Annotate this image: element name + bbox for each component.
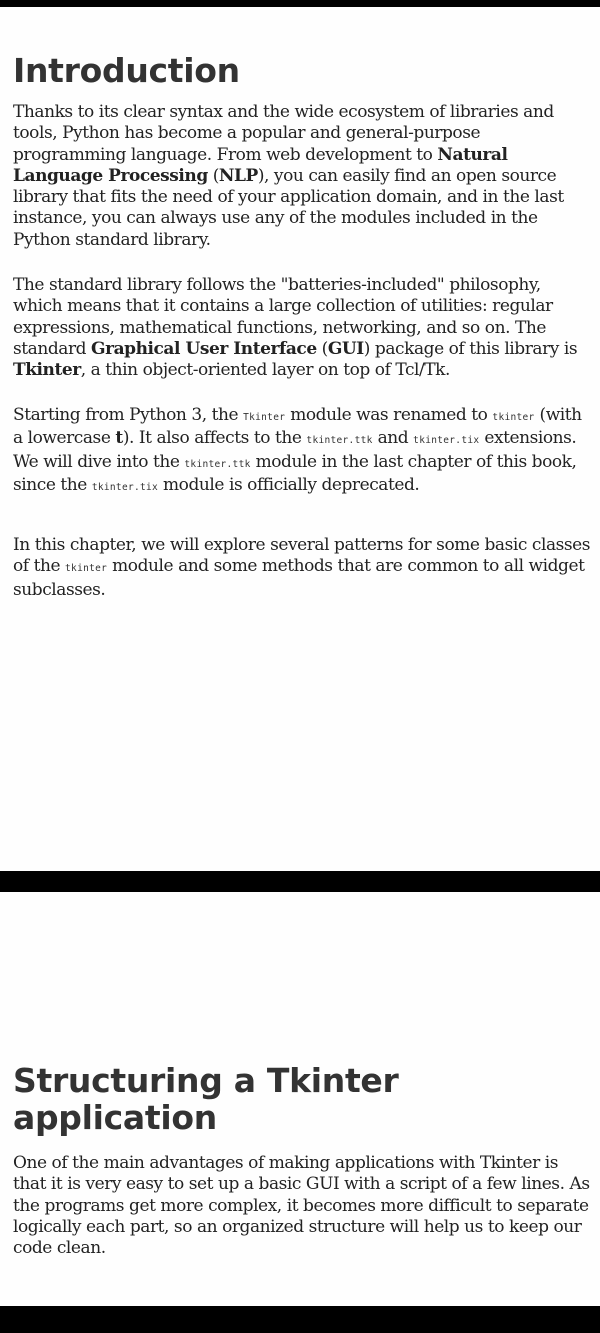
bold-term-gui: GUI bbox=[327, 338, 364, 359]
bold-term-nlp: NLP bbox=[218, 165, 258, 186]
section-heading-introduction: Introduction bbox=[13, 51, 240, 90]
text: module was renamed to bbox=[285, 405, 493, 425]
code-tkinter-old: Tkinter bbox=[243, 412, 286, 423]
section-heading-structuring: Structuring a Tkinter application bbox=[13, 1061, 399, 1137]
text: Starting from Python 3, the bbox=[13, 405, 244, 425]
text: (with a lowercase bbox=[13, 405, 582, 449]
paragraph-intro-3 bbox=[13, 405, 593, 498]
paragraph-structuring-1: One of the main advantages of making applications with Tkinter is that it is very easy to set up a basic GUI with a script of a few lines. As the programs get more complex, it becomes more difficult to separate logically each part, so an organized structure will help us to keep our code clean. bbox=[13, 1153, 590, 1259]
text: In this chapter, we will explore several patterns for some basic classes of the bbox=[13, 535, 591, 577]
paragraph-intro-2 bbox=[13, 275, 593, 381]
paragraph-intro-4 bbox=[13, 535, 593, 601]
code-tkinter-tix: tkinter.tix bbox=[91, 481, 159, 493]
bold-letter-t: t bbox=[115, 428, 123, 449]
text: ) package of this library is bbox=[363, 338, 578, 359]
text: Thanks to its clear syntax and the wide ecosystem of libraries and tools, Python has become a popular and general-purpose programming language. From web development to bbox=[13, 102, 554, 165]
text: ), you can easily find an open source library that fits the need of your application domain, and in the last instance, you can always use any of the modules included in the Python standard library. bbox=[13, 165, 564, 250]
page-introduction bbox=[0, 7, 600, 871]
text: extensions. We will dive into the bbox=[13, 428, 577, 472]
text: module is officially deprecated. bbox=[158, 474, 420, 495]
text: ( bbox=[316, 338, 328, 359]
text: and bbox=[372, 428, 414, 449]
text: , a thin object-oriented layer on top of Tcl/Tk. bbox=[80, 360, 450, 381]
text: module and some methods that are common to all widget subclasses. bbox=[13, 556, 585, 600]
text: The standard library follows the "batteries-included" philosophy, which means that it contains a large collection of utilities: regular expressions, mathematical functions, networking, and so on. The standard bbox=[13, 275, 553, 359]
code-tkinter-ttk: tkinter.ttk bbox=[306, 435, 373, 447]
bold-term-nlp-full: Natural Language Processing bbox=[13, 144, 508, 186]
text: ( bbox=[207, 165, 219, 186]
text: module in the last chapter of this book, since the bbox=[13, 451, 577, 495]
paragraph-intro-1 bbox=[13, 102, 593, 251]
page-structuring bbox=[0, 892, 600, 1306]
bold-term-tkinter: Tkinter bbox=[13, 360, 81, 381]
code-tkinter: tkinter bbox=[492, 412, 535, 423]
code-tkinter: tkinter bbox=[65, 563, 108, 575]
text: ). It also affects to the bbox=[122, 428, 307, 449]
code-tkinter-tix: tkinter.tix bbox=[413, 435, 480, 447]
code-tkinter-ttk: tkinter.ttk bbox=[184, 458, 251, 470]
bold-term-gui-full: Graphical User Interface bbox=[91, 338, 317, 359]
